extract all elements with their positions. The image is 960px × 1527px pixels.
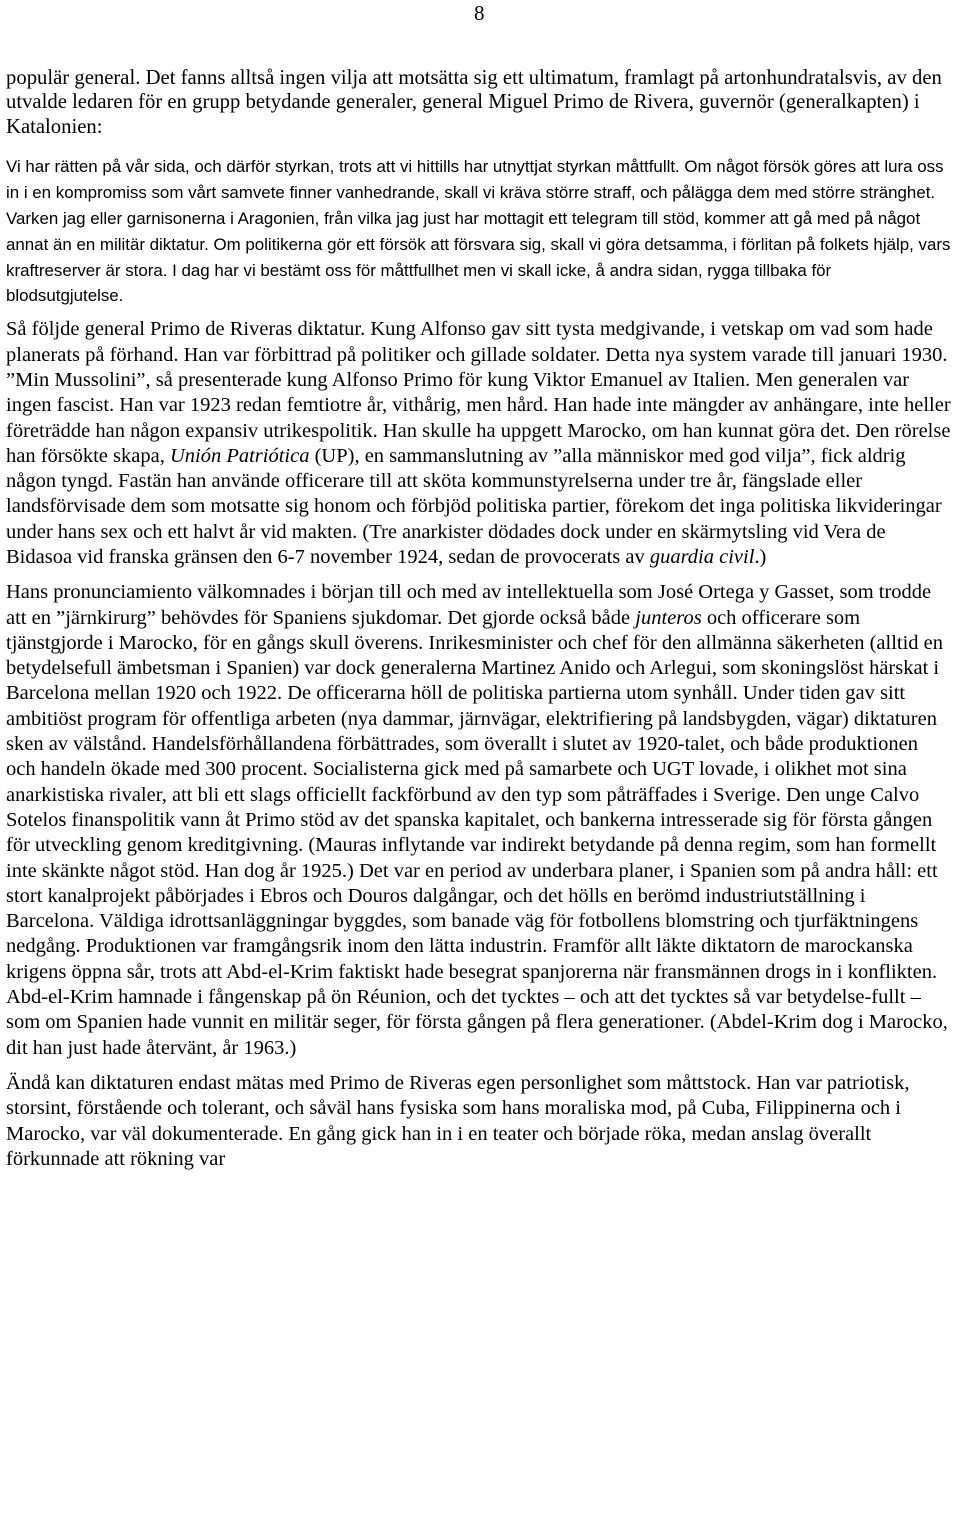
italic-term: guardia civil xyxy=(649,546,755,568)
paragraph-personality xyxy=(6,1071,952,1172)
italic-term: Unión Patriótica xyxy=(169,444,310,467)
paragraph-text: populär general. Det fanns alltså ingen vilja att motsätta sig ett ultimatum, framlagt på artonhundratalsvis, av den utvalde ledaren för en grupp betydande generaler, general Miguel Primo de Rivera, guvernör (generalkapten) i Katalonien: xyxy=(6,67,942,138)
paragraph-pronunciamiento xyxy=(6,580,952,1061)
paragraph-text: Ändå kan diktaturen endast mätas med Primo de Riveras egen personlighet som måttstock. Han var patriotisk, storsint, förstående och tolerant, och såväl hans fysiska som hans moraliska mod, på Cuba, Filippinerna och i Marocko, var väl dokumenterade. En gång gick han in i en teater och började röka, medan anslag överallt förkunnade att rökning var xyxy=(6,1071,910,1170)
paragraph-text: och officerare som tjänstgjorde i Marocko, för en gångs skull överens. Inrikesminister och chef för den allmänna säkerheten (alltid en betydelsefull ämbetsman i Spanien) var dock generalerna Martinez Anido och Arlegui, som skoningslöst härskat i Barcelona mellan 1920 och 1922. De officerarna höll de politiska partierna utom synhåll. Under tiden gav sitt ambitiöst program för offentliga arbeten (nya dammar, järnvägar, elektrifiering på landsbygden, vägar) diktaturen sken av välstånd. Handelsförhållandena förbättrades, som överallt i slutet av 1920-talet, och både produktionen och handeln ökade med 300 procent. Socialisterna gick med på samarbete och UGT lovade, i olikhet mot sina anarkistiska rivaler, att bli ett slags officiellt fackförbund av den typ som påträffades i Sverige. Den unge Calvo Sotelos finanspolitik vann åt Primo stöd av det spanska kapitalet, och bankerna intresserade sig för första gången för utveckling genom kreditgivning. (Mauras inflytande var indirekt betydande på denna regim, som han formellt inte skänkte något stöd. Han dog år 1925.) Det var en period av underbara planer, i Spanien som på andra håll: ett stort kanalprojekt påbörjades i Ebros och Douros dalgångar, och det hölls en berömd industriutställning i Barcelona. Väldiga idrottsanläggningar byggdes, som banade väg för fotbollens blomstring och tjurfäktningens nedgång. Produktionen var framgångsrik inom den lätta industrin. Framför allt läkte diktatorn de marockanska krigens öppna sår, trots att Abd-el-Krim faktiskt hade besegrat spanjorerna när fransmännen drogs in i konflikten. Abd-el-Krim hamnade i fångenskap på ön Réunion, och det tycktes – och att det tycktes så var betydelse-fullt – som om Spanien hade vunnit en militär seger, för första gången på flera generationer. (Abdel-Krim dog i Marocko, dit han just hade återvänt, år 1963.) xyxy=(6,606,948,1059)
document-body xyxy=(6,66,952,1172)
page-number: 8 xyxy=(474,1,485,25)
block-quote xyxy=(6,154,952,309)
paragraph-text: Så följde general Primo de Riveras diktatur. Kung Alfonso gav sitt tysta medgivande, i vetskap om vad som hade planerats på förhand. Han var förbittrad på politiker och gillade soldater. Detta nya system varade till januari 1930. ”Min Mussolini”, så presenterade kung Alfonso Primo för kung Viktor Emanuel av Italien. Men generalen var ingen fascist. Han var 1923 redan femtiotre år, vithårig, men hård. Han hade inte mängder av anhängare, inte heller företrädde han någon expansiv utrikespolitik. Han skulle ha uppgett Marocko, om han kunnat göra det. Den rörelse han försökte skapa, xyxy=(6,318,951,467)
paragraph-text: Hans pronunciamiento välkomnades i början till och med av intellektuella som José Ortega y Gasset, som trodde att en ”järnkirurg” behövdes för Spaniens sjukdomar. Det gjorde också både xyxy=(6,581,932,629)
quote-text: Vi har rätten på vår sida, och därför styrkan, trots att vi hittills har utnyttjat styrkan måttfullt. Om något försök göres att lura oss in i en kompromiss som vårt samvete finner vanhedrande, skall vi kräva större straff, och pålägga dem med större stränghet. Varken jag eller garnisonerna i Aragonien, från vilka jag just har mottagit ett telegram till stöd, kommer att gå med på något annat än en militär diktatur. Om politikerna gör ett försök att försvara sig, skall vi göra detsamma, i förlitan på folkets hjälp, vars kraftreserver är stora. I dag har vi bestämt oss för måttfullhet men vi skall icke, å andra sidan, rygga tillbaka för blodsutgjutelse. xyxy=(6,156,951,306)
italic-term: junteros xyxy=(635,606,702,629)
paragraph-text: (UP), en sammanslutning av ”alla människor med god vilja”, fick aldrig någon tyngd. Fastän han använde officerare till att sköta kommunstyrelserna under tre år, fängslade eller landsförvisade dem som motsatte sig honom och förbjöd politiska partier, förekom det inga politiska likvideringar under hans sex och ett halvt år vid makten. (Tre anarkister dödades dock under en skärmytsling vid Vera de Bidasoa vid franska gränsen den 6-7 november 1924, sedan de provocerats av xyxy=(6,444,942,568)
paragraph-intro xyxy=(6,66,952,139)
paragraph-dictatorship xyxy=(6,317,952,570)
paragraph-text: .) xyxy=(754,546,767,568)
